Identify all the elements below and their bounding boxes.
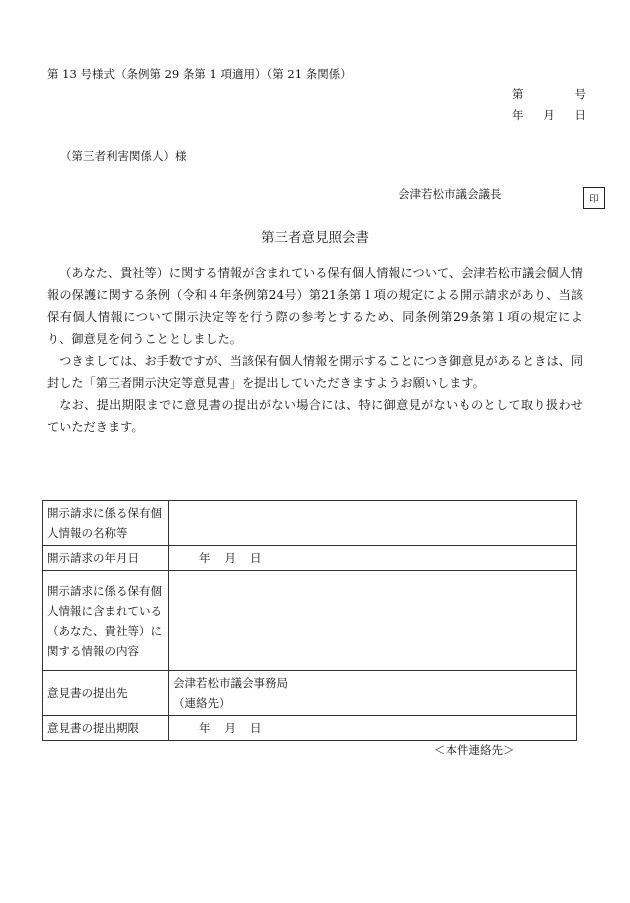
info-table xyxy=(42,500,577,741)
body-paragraph-1: （あなた、貴社等）に関する情報が含まれている保有個人情報について、会津若松市議会個人情報の保護に関する条例（令和４年条例第24号）第21条第１項の規定による開示請求があり、当該保有個人情報について開示決定等を行う際の参考とするため、同条例第29条第１項の規定により、御意見を伺うこととしました。 xyxy=(47,266,583,346)
table-row xyxy=(43,571,577,671)
body-text xyxy=(47,262,583,438)
issuer: 会津若松市議会議長 xyxy=(398,187,502,201)
number-prefix: 第 xyxy=(512,87,524,101)
table-row xyxy=(43,716,577,741)
date-month: 月 xyxy=(543,108,555,122)
submit-to-office: 会津若松市議会事務局 xyxy=(173,676,288,690)
row-value-info-content xyxy=(169,571,577,671)
date-year: 年 xyxy=(512,108,524,122)
row-value-submit-to xyxy=(169,671,577,716)
deadline-day: 日 xyxy=(250,721,262,735)
document-title: 第三者意見照会書 xyxy=(261,230,369,246)
row-label-deadline: 意見書の提出期限 xyxy=(43,716,169,741)
row-label-submit-to: 意見書の提出先 xyxy=(43,671,169,716)
deadline-year: 年 xyxy=(199,721,211,735)
row-value-name xyxy=(169,501,577,546)
contact-label: ＜本件連絡先＞ xyxy=(434,743,515,757)
date-day: 日 xyxy=(574,108,586,122)
row-label-request-date: 開示請求の年月日 xyxy=(43,546,169,571)
seal-box: 印 xyxy=(583,187,605,209)
form-number-label: 第 13 号様式（条例第 29 条第 1 項適用）（第 21 条関係） xyxy=(47,67,352,81)
body-paragraph-2: つきましては、お手数ですが、当該保有個人情報を開示することにつき御意見があるときは、同封した「第三者開示決定等意見書」を提出していただきますようお願いします。 xyxy=(47,354,584,390)
table-row xyxy=(43,671,577,716)
deadline-month: 月 xyxy=(224,721,236,735)
row-value-deadline xyxy=(169,716,577,741)
table-row xyxy=(43,546,577,571)
request-month: 月 xyxy=(224,551,236,565)
body-paragraph-3: なお、提出期限までに意見書の提出がない場合には、特に御意見がないものとして取り扱わせていただきます。 xyxy=(47,398,583,434)
row-value-request-date xyxy=(169,546,577,571)
document-date xyxy=(512,107,586,123)
request-year: 年 xyxy=(199,551,211,565)
number-suffix: 号 xyxy=(574,87,586,101)
submit-to-contact: （連絡先） xyxy=(173,696,231,710)
row-label-name: 開示請求に係る保有個人情報の名称等 xyxy=(43,501,169,546)
row-label-info-content: 開示請求に係る保有個人情報に含まれている（あなた、貴社等）に関する情報の内容 xyxy=(43,571,169,671)
document-number xyxy=(512,86,586,102)
table-row xyxy=(43,501,577,546)
addressee: （第三者利害関係人）様 xyxy=(60,149,187,163)
request-day: 日 xyxy=(250,551,262,565)
